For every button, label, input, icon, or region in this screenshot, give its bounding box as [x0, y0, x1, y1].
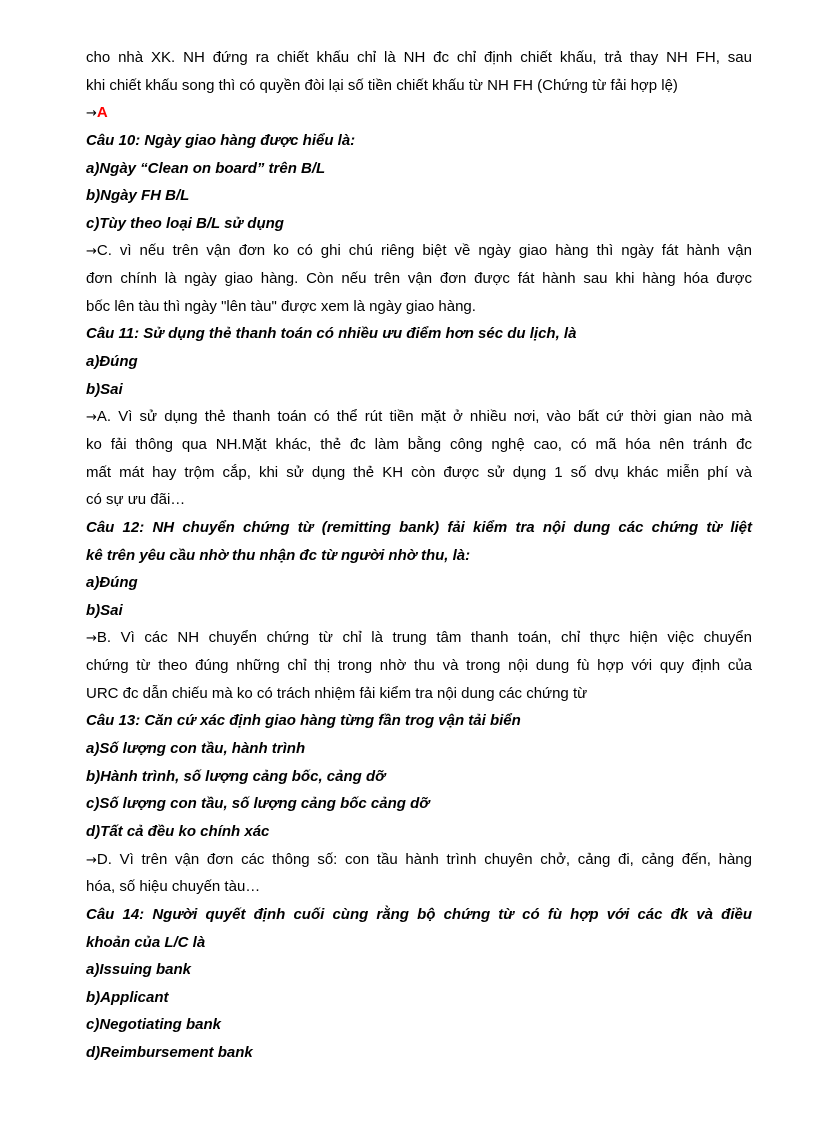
answer-option: b)Ngày FH B/L	[86, 187, 190, 205]
answer-option: c)Tùy theo loại B/L sử dụng	[86, 214, 284, 232]
answer-option: c)Số lượng con tầu, số lượng cảng bốc cảng dỡ	[86, 795, 430, 813]
explanation-line: →D. Vì trên vận đơn các thông số: con tầu hành trình chuyên chở, cảng đi, cảng đến, hàng	[86, 846, 752, 874]
arrow-icon: →	[86, 410, 97, 426]
explanation-line: hóa, số hiệu chuyến tàu…	[86, 878, 261, 896]
explanation-line: ko fải thông qua NH.Mặt khác, thẻ đc làm bằng công nghệ cao, có mã hóa nên tránh đc	[86, 435, 752, 453]
answer-line	[86, 99, 752, 127]
explanation-line: bốc lên tàu thì ngày "lên tàu" được xem là ngày giao hàng.	[86, 297, 476, 315]
arrow-icon: →	[86, 852, 97, 868]
answer-option: a)Issuing bank	[86, 961, 192, 979]
answer-option: a)Đúng	[86, 353, 138, 371]
explanation-line: URC đc dẫn chiếu mà ko có trách nhiệm fải kiểm tra nội dung các chứng từ	[86, 684, 588, 702]
explanation-line: có sự ưu đãi…	[86, 491, 186, 509]
answer-letter: A	[96, 104, 108, 122]
explanation-line: →C. vì nếu trên vận đơn ko có ghi chú riêng biệt về ngày giao hàng thì ngày fát hành vận	[86, 237, 752, 265]
question-heading: khoản của L/C là	[86, 933, 206, 951]
answer-option: c)Negotiating bank	[86, 1016, 222, 1034]
question-heading: Câu 12: NH chuyển chứng từ (remitting bank) fải kiểm tra nội dung các chứng từ liệt	[86, 518, 752, 536]
explanation-line: cho nhà XK. NH đứng ra chiết khấu chỉ là NH đc chỉ định chiết khấu, trả thay NH FH, sau	[86, 49, 752, 66]
answer-option: d)Reimbursement bank	[86, 1044, 253, 1062]
answer-option: b)Hành trình, số lượng cảng bốc, cảng dỡ	[86, 767, 386, 785]
question-heading: Câu 13: Căn cứ xác định giao hàng từng fần trog vận tải biển	[86, 712, 521, 730]
question-heading: Câu 10: Ngày giao hàng được hiểu là:	[86, 131, 356, 149]
arrow-icon: →	[86, 631, 97, 647]
arrow-icon: →	[86, 244, 97, 260]
answer-option: a)Số lượng con tầu, hành trình	[86, 740, 306, 758]
question-heading: kê trên yêu cầu nhờ thu nhận đc từ người nhờ thu, là:	[86, 546, 471, 564]
answer-option: b)Applicant	[86, 988, 169, 1006]
answer-option: b)Sai	[86, 601, 123, 619]
answer-option: b)Sai	[86, 380, 123, 398]
arrow-icon: →	[86, 106, 97, 122]
document-page	[86, 44, 752, 1067]
answer-option: a)Đúng	[86, 574, 138, 592]
explanation-line: chứng từ theo đúng những chỉ thị trong nhờ thu và trong nội dung fù hợp với quy định của	[86, 657, 752, 675]
explanation-line: khi chiết khấu song thì có quyền đòi lại số tiền chiết khấu từ NH FH (Chứng từ fải hợp lệ)	[86, 76, 678, 94]
question-heading: Câu 14: Người quyết định cuối cùng rằng bộ chứng từ có fù hợp với các đk và điều	[86, 905, 752, 923]
explanation-line: đơn chính là ngày giao hàng. Còn nếu trên vận đơn được fát hành sau khi hàng hóa được	[86, 270, 752, 288]
answer-option: d)Tất cả đều ko chính xác	[86, 822, 270, 840]
explanation-line: mất mát hay trộm cắp, khi sử dụng thẻ KH còn được sử dụng 1 số dvụ khác miễn phí và	[86, 463, 752, 481]
question-heading: Câu 11: Sử dụng thẻ thanh toán có nhiều ưu điểm hơn séc du lịch, là	[86, 325, 577, 343]
explanation-line: →A. Vì sử dụng thẻ thanh toán có thể rút tiền mặt ở nhiều nơi, vào bất cứ thời gian nào mà	[86, 403, 752, 431]
answer-option: a)Ngày “Clean on board” trên B/L	[86, 159, 326, 177]
explanation-line: →B. Vì các NH chuyển chứng từ chỉ là trung tâm thanh toán, chỉ thực hiện việc chuyển	[86, 624, 752, 652]
